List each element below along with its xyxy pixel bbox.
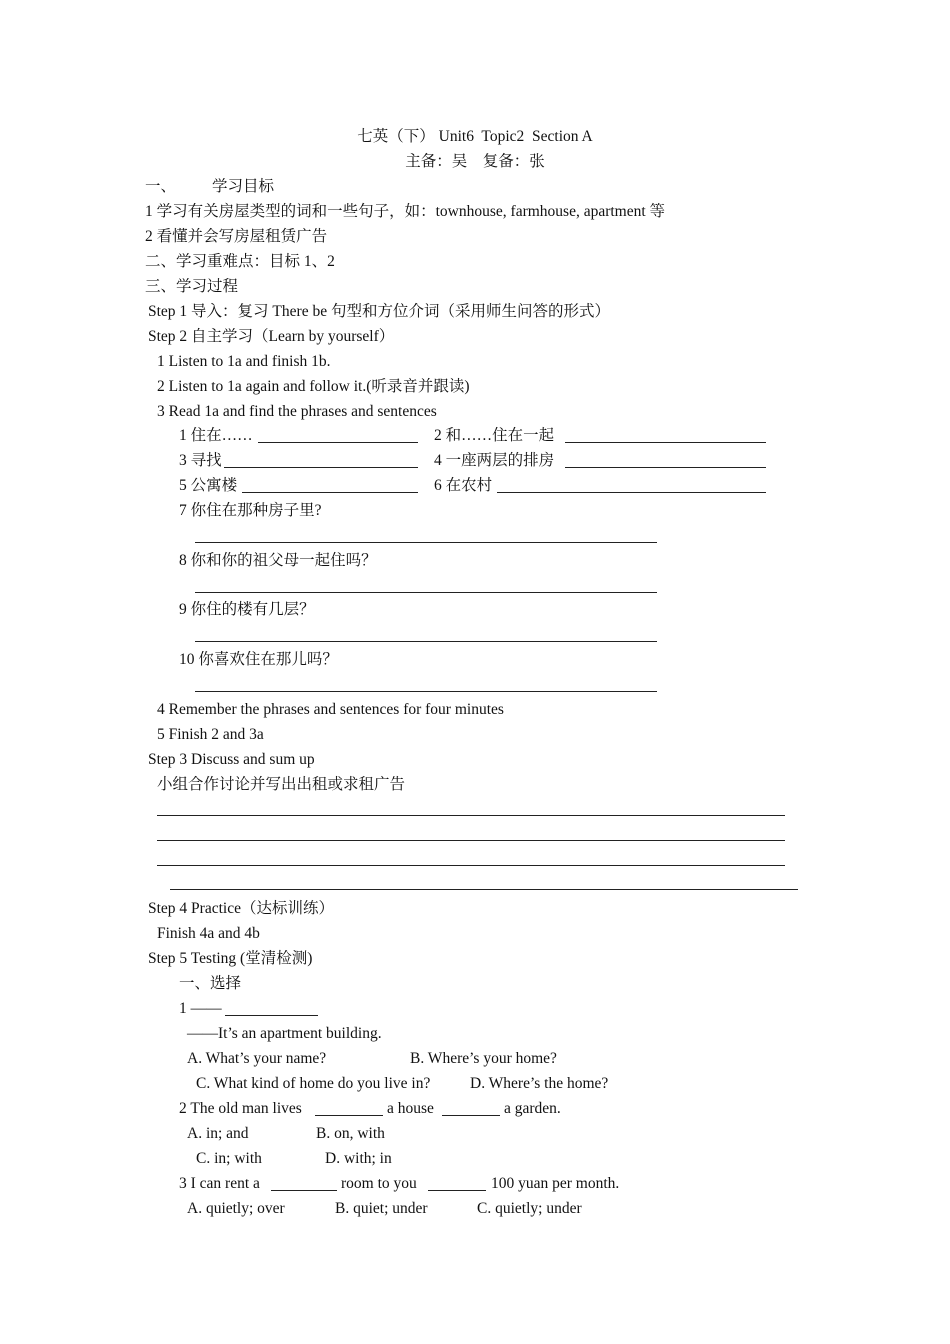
step-4-task: Finish 4a and 4b xyxy=(157,925,260,942)
q2-part-3: a garden. xyxy=(504,1100,561,1117)
q3-blank-2[interactable] xyxy=(428,1190,486,1191)
step-5-part-heading: 一、选择 xyxy=(179,975,242,992)
q2-option-b[interactable]: B. on, with xyxy=(316,1125,385,1142)
sentence-10: 10 你喜欢住在那儿吗？ xyxy=(179,651,338,668)
q1-blank[interactable] xyxy=(225,1015,318,1016)
q2-option-c[interactable]: C. in; with xyxy=(196,1150,262,1167)
q2-part-1: 2 The old man lives xyxy=(179,1100,302,1117)
goal-2: 2 看懂并会写房屋租赁广告 xyxy=(145,228,328,245)
phrase-6-label: 6 在农村 xyxy=(434,477,493,494)
step-5-title: Step 5 Testing (堂清检测) xyxy=(148,950,313,967)
q1-option-d[interactable]: D. Where’s the home? xyxy=(470,1075,609,1092)
step-2-item-2: 2 Listen to 1a again and follow it.(听录音并跟读) xyxy=(157,378,470,395)
q1-option-b[interactable]: B. Where’s your home? xyxy=(410,1050,557,1067)
sentence-9-blank[interactable] xyxy=(195,641,657,642)
q3-option-b[interactable]: B. quiet; under xyxy=(335,1200,428,1217)
q2-option-d[interactable]: D. with; in xyxy=(325,1150,392,1167)
step-2-title: Step 2 自主学习（Learn by yourself） xyxy=(148,328,395,345)
goal-1: 1 学习有关房屋类型的词和一些句子，如：townhouse, farmhouse, apartment 等 xyxy=(145,203,666,220)
sentence-7-blank[interactable] xyxy=(195,542,657,543)
page-title: 七英（下） Unit6 Topic2 Section A xyxy=(357,128,593,145)
sentence-7: 7 你住在那种房子里? xyxy=(179,502,322,519)
q3-option-c[interactable]: C. quietly; under xyxy=(477,1200,582,1217)
sentence-8: 8 你和你的祖父母一起住吗？ xyxy=(179,552,377,569)
step-3-title: Step 3 Discuss and sum up xyxy=(148,751,315,768)
section-1-number: 一、 xyxy=(145,178,177,195)
step-2-item-3: 3 Read 1a and find the phrases and sentences xyxy=(157,403,437,420)
q2-option-a[interactable]: A. in; and xyxy=(187,1125,249,1142)
ad-writing-line-2[interactable] xyxy=(157,840,785,841)
q3-part-3: 100 yuan per month. xyxy=(491,1175,620,1192)
step-2-item-4: 4 Remember the phrases and sentences for four minutes xyxy=(157,701,504,718)
phrase-6-blank[interactable] xyxy=(497,492,766,493)
section-1-label: 学习目标 xyxy=(212,178,275,195)
section-2-heading: 二、学习重难点：目标 1、2 xyxy=(145,253,335,270)
sentence-9: 9 你住的楼有几层？ xyxy=(179,601,315,618)
phrase-5-label: 5 公寓楼 xyxy=(179,477,238,494)
q3-blank-1[interactable] xyxy=(271,1190,337,1191)
q3-part-1: 3 I can rent a xyxy=(179,1175,260,1192)
phrase-4-blank[interactable] xyxy=(565,467,766,468)
sentence-10-blank[interactable] xyxy=(195,691,657,692)
q1-reply: ——It’s an apartment building. xyxy=(187,1025,382,1042)
q3-part-2: room to you xyxy=(341,1175,417,1192)
phrase-4-label: 4 一座两层的排房 xyxy=(434,452,555,469)
q2-blank-1[interactable] xyxy=(315,1115,383,1116)
phrase-3-label: 3 寻找 xyxy=(179,452,222,469)
q3-option-a[interactable]: A. quietly; over xyxy=(187,1200,285,1217)
phrase-1-label: 1 住在…… xyxy=(179,427,253,444)
phrase-1-blank[interactable] xyxy=(258,442,418,443)
step-1: Step 1 导入：复习 There be 句型和方位介词（采用师生问答的形式） xyxy=(148,303,610,320)
phrase-2-blank[interactable] xyxy=(565,442,766,443)
q1-option-a[interactable]: A. What’s your name? xyxy=(187,1050,327,1067)
q1-prompt: 1 —— xyxy=(179,1000,222,1017)
q2-blank-2[interactable] xyxy=(442,1115,500,1116)
step-4-title: Step 4 Practice（达标训练） xyxy=(148,900,334,917)
authors-line: 主备：吴 复备：张 xyxy=(405,153,545,170)
q2-part-2: a house xyxy=(387,1100,434,1117)
phrase-5-blank[interactable] xyxy=(242,492,418,493)
sentence-8-blank[interactable] xyxy=(195,592,657,593)
ad-writing-line-3[interactable] xyxy=(157,865,785,866)
section-3-heading: 三、学习过程 xyxy=(145,278,239,295)
step-3-task: 小组合作讨论并写出出租或求租广告 xyxy=(157,776,406,793)
q1-option-c[interactable]: C. What kind of home do you live in? xyxy=(196,1075,431,1092)
ad-writing-line-4[interactable] xyxy=(170,889,798,890)
step-2-item-5: 5 Finish 2 and 3a xyxy=(157,726,264,743)
ad-writing-line-1[interactable] xyxy=(157,815,785,816)
phrase-3-blank[interactable] xyxy=(224,467,418,468)
phrase-2-label: 2 和……住在一起 xyxy=(434,427,555,444)
step-2-item-1: 1 Listen to 1a and finish 1b. xyxy=(157,353,331,370)
